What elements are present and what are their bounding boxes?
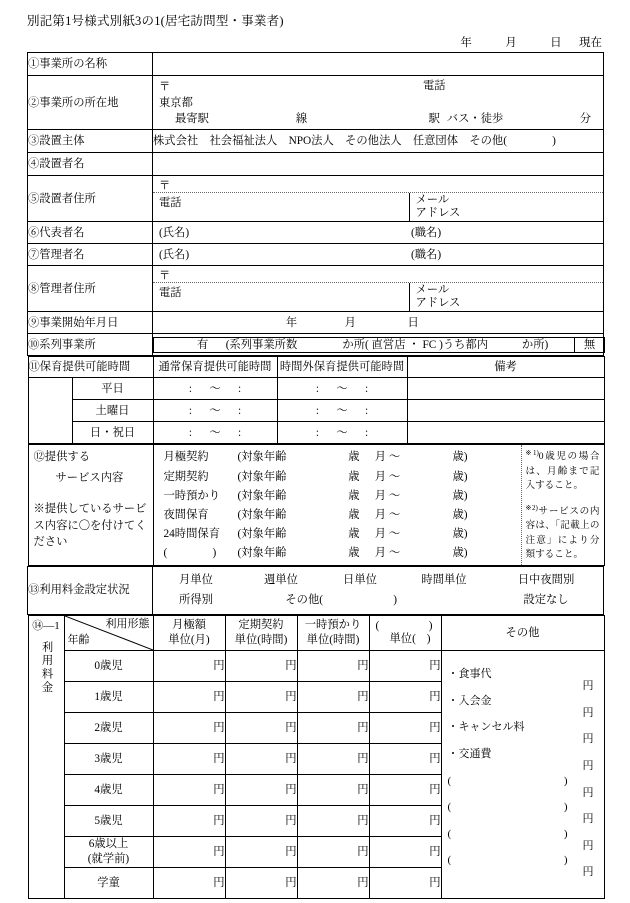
representative-name-label: (氏名) xyxy=(159,226,190,239)
fee-age3-blank[interactable]: 円 xyxy=(369,743,441,774)
fee-other-transport[interactable] xyxy=(442,747,604,774)
fee-column-monthly xyxy=(153,615,225,650)
fee-option-none[interactable]: 設定なし xyxy=(523,594,569,607)
fee-other-transport-yen: 円 xyxy=(582,760,594,772)
field-manager-address[interactable] xyxy=(153,266,604,312)
service-name-monthly: 月極契約 xyxy=(163,451,209,464)
services-table xyxy=(28,444,605,566)
field-affiliated-offices xyxy=(153,334,604,356)
fee-other-entry-yen: 円 xyxy=(582,706,594,719)
service-age-to-monthly: 歳) xyxy=(452,451,468,464)
affiliated-no-option[interactable]: 無 xyxy=(575,337,605,352)
column-remarks: 備考 xyxy=(407,357,604,378)
fee-column-regular-line1: 定期契約 xyxy=(238,619,284,632)
fee-age-label-6plus-line1: 6歳以上 xyxy=(88,838,129,851)
fee-age3-regular[interactable]: 円 xyxy=(225,743,297,774)
sunday-remark[interactable] xyxy=(407,422,604,444)
service-age-from-regular: 歳 xyxy=(348,470,360,483)
fee-other-items-cell xyxy=(441,650,604,898)
fee-other-meal-label: ・食事代 xyxy=(447,668,492,681)
fee-table-vertical-label: 利用料金 xyxy=(40,640,53,694)
fee-age3-monthly[interactable]: 円 xyxy=(153,743,225,774)
fee-column-blank[interactable] xyxy=(369,615,441,650)
table-row-fee-setting xyxy=(28,567,604,614)
label-fee-setting: ⑬利用料金設定状況 xyxy=(28,567,153,614)
corner-label-usage-type: 利用形態 xyxy=(105,617,150,630)
sunday-normal-hours[interactable] xyxy=(153,422,277,444)
table-row-affiliated-offices xyxy=(28,334,604,356)
office-postal-mark: 〒 xyxy=(159,81,171,93)
label-office-name: ①事業所の名称 xyxy=(28,53,153,76)
fee-age3-temporary[interactable]: 円 xyxy=(297,743,369,774)
service-target-temporary: (対象年齢 xyxy=(237,489,287,502)
affiliated-yes-option[interactable]: 有 xyxy=(197,338,209,351)
fee-option-other-open[interactable]: その他( xyxy=(285,594,323,607)
table-row-manager-name xyxy=(28,244,604,266)
train-line-label: 線 xyxy=(295,113,308,126)
establisher-mail-line2: アドレス xyxy=(415,207,461,220)
start-year-label: 年 xyxy=(285,316,298,329)
table-row-manager-address xyxy=(28,266,604,312)
fee-other-blank-4-close: ) xyxy=(563,854,568,867)
field-business-start-date[interactable] xyxy=(153,312,604,334)
label-services-line1: ⑫提供する xyxy=(33,451,90,464)
fee-age4-temporary[interactable]: 円 xyxy=(297,774,369,805)
label-establisher-address: ⑤設置者住所 xyxy=(28,176,153,222)
manager-mail-label[interactable] xyxy=(410,283,604,311)
fee-age1-monthly[interactable]: 円 xyxy=(153,681,225,712)
manager-mail-line2: アドレス xyxy=(415,297,461,310)
field-fee-setting xyxy=(153,567,604,614)
service-age-to-night: 歳) xyxy=(452,508,468,521)
service-name-regular: 定期契約 xyxy=(163,470,209,483)
date-current-label: 現在 xyxy=(579,37,602,49)
day-label-weekday: 平日 xyxy=(72,378,153,400)
fee-table-corner-cell xyxy=(64,615,153,650)
sunday-overtime-tilde: ～ xyxy=(336,426,348,439)
service-mid-other: 月 ～ xyxy=(374,547,401,560)
service-note-2-marker: ※2) xyxy=(525,503,538,512)
fee-age0-monthly[interactable]: 円 xyxy=(153,650,225,681)
childcare-hours-block xyxy=(28,356,604,445)
service-mid-monthly: 月 ～ xyxy=(374,451,401,464)
label-representative-name: ⑥代表者名 xyxy=(28,222,153,244)
saturday-overtime-hours[interactable] xyxy=(277,400,407,422)
service-target-night: (対象年齢 xyxy=(237,508,287,521)
fee-column-blank-paren-open: ( xyxy=(375,619,380,632)
fee-other-meal-yen: 円 xyxy=(582,680,594,693)
service-target-regular: (対象年齢 xyxy=(237,470,287,483)
start-month-label: 月 xyxy=(344,316,356,329)
service-name-other: ( ) xyxy=(163,547,217,560)
hours-spacer-weekday xyxy=(28,378,72,400)
fee-age2-regular[interactable]: 円 xyxy=(225,712,297,743)
fee-option-weekly[interactable]: 週単位 xyxy=(264,574,298,587)
service-age-from-other: 歳 xyxy=(348,547,360,560)
fee-other-cancel-yen: 円 xyxy=(582,733,594,746)
service-age-to-temporary: 歳) xyxy=(452,489,468,502)
establisher-contact-row xyxy=(153,193,603,221)
fee-other-blank-2[interactable] xyxy=(442,800,604,827)
bus-walk-label: バス・徒歩 xyxy=(446,113,504,126)
sunday-normal-from: : xyxy=(188,426,192,439)
fee-column-monthly-line1: 月極額 xyxy=(172,619,206,632)
fee-other-blank-3[interactable] xyxy=(442,827,604,854)
saturday-overtime-from: : xyxy=(315,404,319,417)
label-establisher-name: ④設置者名 xyxy=(28,153,153,176)
manager-name-label: (氏名) xyxy=(159,248,190,261)
column-normal-hours: 通常保育提供可能時間 xyxy=(153,357,277,378)
fee-column-blank-paren-close: ) xyxy=(428,619,433,632)
service-target-24hour: (対象年齢 xyxy=(237,527,287,540)
fee-other-entry-label: ・入会金 xyxy=(447,694,492,707)
fee-age-label-1: 1歳児 xyxy=(64,681,153,712)
table-row-establisher-address xyxy=(28,176,604,222)
fee-age-label-6plus xyxy=(64,836,153,867)
date-month-label: 月 xyxy=(505,37,517,49)
saturday-normal-to: : xyxy=(238,404,242,417)
fee-table-number: ⑭—1 xyxy=(32,619,60,632)
office-station-row xyxy=(153,111,603,127)
fee-detail-table xyxy=(28,615,605,899)
fee-schoolchild-monthly[interactable]: 円 xyxy=(153,867,225,898)
fee-schoolchild-blank[interactable]: 円 xyxy=(369,867,441,898)
fee-other-blank-4[interactable] xyxy=(442,853,604,880)
service-mid-regular: 月 ～ xyxy=(374,470,401,483)
fee-age2-monthly[interactable]: 円 xyxy=(153,712,225,743)
fee-option-other-close: ) xyxy=(393,594,397,607)
table-row-office-address xyxy=(28,76,604,130)
field-establisher-address[interactable] xyxy=(153,176,604,222)
fee-table-side-label xyxy=(28,615,64,898)
establisher-postal-mark: 〒 xyxy=(159,180,171,193)
table-row-weekday xyxy=(28,378,604,400)
sunday-overtime-hours[interactable] xyxy=(277,422,407,444)
services-list xyxy=(154,446,521,565)
fee-other-blank-1-close: ) xyxy=(563,774,568,787)
fee-age1-regular[interactable]: 円 xyxy=(225,681,297,712)
office-tel-label: 電話 xyxy=(423,80,446,92)
fee-age-label-6plus-line2: (就学前) xyxy=(87,852,130,865)
sunday-normal-to: : xyxy=(238,426,242,439)
field-establishing-body-options[interactable]: 株式会社 社会福祉法人 NPO法人 その他法人 任意団体 その他( ) xyxy=(153,130,604,153)
nearest-station-label: 最寄駅 xyxy=(175,113,209,126)
manager-mail-line1: メール xyxy=(415,284,450,297)
saturday-normal-hours[interactable] xyxy=(153,400,277,422)
fee-age0-blank[interactable]: 円 xyxy=(369,650,441,681)
fee-column-monthly-line2: 単位(月) xyxy=(168,633,210,646)
fee-age6plus-temporary[interactable]: 円 xyxy=(297,836,369,867)
saturday-overtime-to: : xyxy=(365,404,369,417)
field-office-name[interactable] xyxy=(153,53,604,76)
table-row-saturday xyxy=(28,400,604,422)
fee-setting-options xyxy=(153,567,603,613)
service-item-temporary[interactable] xyxy=(154,486,521,505)
fee-age1-temporary[interactable]: 円 xyxy=(297,681,369,712)
fee-schoolchild-temporary[interactable]: 円 xyxy=(297,867,369,898)
table-row-representative-name xyxy=(28,222,604,244)
saturday-normal-tilde: ～ xyxy=(209,404,221,417)
weekday-overtime-to: : xyxy=(365,382,369,395)
fee-setting-row2 xyxy=(153,590,603,610)
manager-postal-row xyxy=(153,266,603,283)
fee-setting-row1 xyxy=(153,570,603,590)
fee-column-temporary-line1: 一時預かり xyxy=(304,619,362,632)
representative-post-label: (職名) xyxy=(411,226,442,239)
fee-other-blank-1-yen: 円 xyxy=(582,786,594,799)
fee-other-blank-1[interactable] xyxy=(442,774,604,801)
table-row-business-start-date xyxy=(28,312,604,334)
service-note-1 xyxy=(526,448,600,493)
manager-post-label: (職名) xyxy=(411,248,442,261)
service-age-from-night: 歳 xyxy=(348,508,360,521)
sunday-overtime-from: : xyxy=(315,426,319,439)
affiliated-detail[interactable] xyxy=(154,337,575,352)
service-mid-temporary: 月 ～ xyxy=(374,489,401,502)
services-notes-cell xyxy=(521,445,604,566)
services-label-cell xyxy=(28,445,153,566)
label-manager-name: ⑦管理者名 xyxy=(28,244,153,266)
service-item-monthly[interactable] xyxy=(154,448,521,467)
fee-age2-temporary[interactable]: 円 xyxy=(297,712,369,743)
fee-age-label-schoolchild: 学童 xyxy=(64,867,153,898)
fee-column-other: その他 xyxy=(441,615,604,650)
weekday-overtime-tilde: ～ xyxy=(336,382,348,395)
establisher-tel-label[interactable]: 電話 xyxy=(153,193,410,221)
fee-age2-blank[interactable]: 円 xyxy=(369,712,441,743)
table-row-establishing-body xyxy=(28,130,604,153)
service-target-other: (対象年齢 xyxy=(237,547,287,560)
service-age-from-temporary: 歳 xyxy=(348,489,360,502)
fee-table-block xyxy=(28,614,604,899)
page-title: 別記第1号様式別紙3の1(居宅訪問型・事業者) xyxy=(27,14,284,28)
date-day-label: 日 xyxy=(550,37,562,49)
fee-age1-blank[interactable]: 円 xyxy=(369,681,441,712)
label-services-instruction: ※提供しているサービス内容に〇を付けてください xyxy=(33,503,147,548)
service-target-monthly: (対象年齢 xyxy=(237,451,287,464)
fee-row-age0 xyxy=(28,650,604,681)
representative-name-row xyxy=(153,223,603,243)
weekday-remark[interactable] xyxy=(407,378,604,400)
service-mid-24hour: 月 ～ xyxy=(374,527,401,540)
fee-option-day-night[interactable]: 日中夜間別 xyxy=(517,574,575,587)
date-header xyxy=(460,34,602,50)
service-age-to-other: 歳) xyxy=(452,547,468,560)
saturday-normal-from: : xyxy=(188,404,192,417)
fee-other-transport-label: ・交通費 xyxy=(447,748,492,760)
fee-age5-regular[interactable]: 円 xyxy=(225,805,297,836)
service-note-1-text: 0歳児の場合は、月齢まで記入すること。 xyxy=(525,451,600,492)
weekday-overtime-hours[interactable] xyxy=(277,378,407,400)
fee-age5-temporary[interactable]: 円 xyxy=(297,805,369,836)
fee-option-income[interactable]: 所得別 xyxy=(179,594,213,607)
fee-option-monthly[interactable]: 月単位 xyxy=(179,574,213,587)
label-childcare-hours: ⑪保育提供可能時間 xyxy=(28,357,153,378)
fee-column-blank-unit-close: ) xyxy=(426,633,431,646)
service-name-24hour: 24時間保育 xyxy=(163,527,220,540)
fee-other-blank-4-yen: 円 xyxy=(582,866,594,879)
label-affiliated-offices: ⑩系列事業所 xyxy=(28,334,153,356)
label-services-line2: サービス内容 xyxy=(55,472,124,485)
fee-age-label-5: 5歳児 xyxy=(64,805,153,836)
fee-column-temporary xyxy=(297,615,369,650)
fee-other-blank-2-close: ) xyxy=(563,801,568,814)
fee-age6plus-blank[interactable]: 円 xyxy=(369,836,441,867)
fee-other-blank-3-open: ( xyxy=(447,827,452,840)
fee-age-label-4: 4歳児 xyxy=(64,774,153,805)
service-name-night: 夜間保育 xyxy=(163,508,209,521)
weekday-normal-from: : xyxy=(188,382,192,395)
service-note-1-marker: ※1) xyxy=(525,449,539,458)
main-form-table xyxy=(27,52,604,899)
service-item-night[interactable] xyxy=(154,505,521,524)
fee-age0-temporary[interactable]: 円 xyxy=(297,650,369,681)
saturday-overtime-tilde: ～ xyxy=(336,404,348,417)
service-item-other[interactable] xyxy=(154,544,521,563)
establisher-mail-label[interactable] xyxy=(410,193,604,221)
establisher-postal-row xyxy=(153,176,603,193)
fee-other-blank-1-open: ( xyxy=(447,774,452,787)
saturday-remark[interactable] xyxy=(407,400,604,422)
field-manager-name[interactable] xyxy=(153,244,604,266)
fee-other-meal[interactable] xyxy=(442,667,604,694)
station-label: 駅 xyxy=(428,113,440,126)
service-mid-night: 月 ～ xyxy=(374,508,401,521)
fee-option-daily[interactable]: 日単位 xyxy=(343,574,377,587)
fee-other-blank-3-close: ) xyxy=(563,827,568,840)
table-row-establisher-name xyxy=(28,153,604,176)
label-business-start-date: ⑨事業開始年月日 xyxy=(28,312,153,334)
field-office-address[interactable] xyxy=(153,76,604,130)
service-age-from-24hour: 歳 xyxy=(348,527,360,540)
day-label-sunday-holiday: 日・祝日 xyxy=(72,422,153,444)
fee-other-entry[interactable] xyxy=(442,694,604,721)
fee-other-blank-4-open: ( xyxy=(447,854,452,867)
sunday-normal-tilde: ～ xyxy=(209,426,221,439)
day-label-saturday: 土曜日 xyxy=(72,400,153,422)
corner-label-age: 年齢 xyxy=(67,633,90,646)
table-row-services xyxy=(28,444,604,567)
office-prefecture: 東京都 xyxy=(159,97,193,110)
services-list-cell xyxy=(153,445,521,566)
manager-contact-row xyxy=(153,283,603,311)
fee-other-blank-2-open: ( xyxy=(447,801,452,814)
services-block xyxy=(28,444,604,567)
fee-other-blank-3-yen: 円 xyxy=(582,839,594,852)
fee-age6plus-regular[interactable]: 円 xyxy=(225,836,297,867)
childcare-hours-table xyxy=(28,356,605,444)
service-note-2 xyxy=(526,503,600,563)
date-year-label: 年 xyxy=(460,37,472,49)
fee-age4-monthly[interactable]: 円 xyxy=(153,774,225,805)
establisher-mail-line1: メール xyxy=(415,194,450,207)
field-representative-name[interactable] xyxy=(153,222,604,244)
fee-other-cancel-label: ・キャンセル料 xyxy=(447,721,525,734)
fee-age6plus-monthly[interactable]: 円 xyxy=(153,836,225,867)
business-start-ymd xyxy=(153,313,603,333)
sunday-overtime-to: : xyxy=(365,426,369,439)
field-establisher-name[interactable] xyxy=(153,153,604,176)
table-row-childcare-hours xyxy=(28,356,604,445)
label-manager-address: ⑧管理者住所 xyxy=(28,266,153,312)
hours-spacer-saturday xyxy=(28,400,72,422)
manager-postal-mark: 〒 xyxy=(159,270,171,283)
affiliated-detail-text: (系列事業所数 か所( 直営店 ・ FC )うち都内 か所) xyxy=(225,338,549,351)
service-item-24hour[interactable] xyxy=(154,524,521,543)
fee-other-list xyxy=(442,665,604,883)
fee-age0-regular[interactable]: 円 xyxy=(225,650,297,681)
office-postal-row xyxy=(153,79,603,95)
fee-column-regular-line2: 単位(時間) xyxy=(234,633,288,646)
weekday-overtime-from: : xyxy=(315,382,319,395)
label-establishing-body: ③設置主体 xyxy=(28,130,153,153)
fee-option-hourly[interactable]: 時間単位 xyxy=(421,574,467,587)
fee-schoolchild-regular[interactable]: 円 xyxy=(225,867,297,898)
table-row-fee-table xyxy=(28,614,604,899)
fee-column-regular xyxy=(225,615,297,650)
service-age-to-regular: 歳) xyxy=(452,470,468,483)
fee-other-blank-2-yen: 円 xyxy=(582,813,594,826)
fee-age5-blank[interactable]: 円 xyxy=(369,805,441,836)
manager-name-row xyxy=(153,245,603,265)
weekday-normal-tilde: ～ xyxy=(209,382,221,395)
service-name-temporary: 一時預かり xyxy=(163,489,220,502)
service-note-2-text: サービスの内容は、「記載上の注意」により分類すること。 xyxy=(525,505,600,560)
service-age-to-24hour: 歳) xyxy=(452,527,468,540)
childcare-hours-header-row xyxy=(28,357,604,378)
fee-column-temporary-line2: 単位(時間) xyxy=(306,633,360,646)
fee-column-blank-unit-label: 単位( xyxy=(389,633,416,646)
column-overtime-hours: 時間外保育提供可能時間 xyxy=(277,357,407,378)
weekday-normal-hours[interactable] xyxy=(153,378,277,400)
manager-tel-label[interactable]: 電話 xyxy=(153,283,410,311)
fee-age4-regular[interactable]: 円 xyxy=(225,774,297,805)
service-item-regular[interactable] xyxy=(154,467,521,486)
label-office-address: ②事業所の所在地 xyxy=(28,76,153,130)
fee-age-label-3: 3歳児 xyxy=(64,743,153,774)
fee-table-header-row xyxy=(28,615,604,650)
table-row-office-name xyxy=(28,53,604,76)
fee-age-label-0: 0歳児 xyxy=(64,650,153,681)
fee-age-label-2: 2歳児 xyxy=(64,712,153,743)
services-notes xyxy=(522,445,604,565)
start-day-label: 日 xyxy=(407,316,419,329)
weekday-normal-to: : xyxy=(238,382,242,395)
service-age-from-monthly: 歳 xyxy=(348,451,360,464)
table-row-sunday-holiday xyxy=(28,422,604,444)
fee-age4-blank[interactable]: 円 xyxy=(369,774,441,805)
fee-age5-monthly[interactable]: 円 xyxy=(153,805,225,836)
fee-other-cancel[interactable] xyxy=(442,720,604,747)
affiliated-inner-table xyxy=(153,337,605,353)
minutes-label: 分 xyxy=(579,113,591,126)
hours-spacer-sunday xyxy=(28,422,72,444)
